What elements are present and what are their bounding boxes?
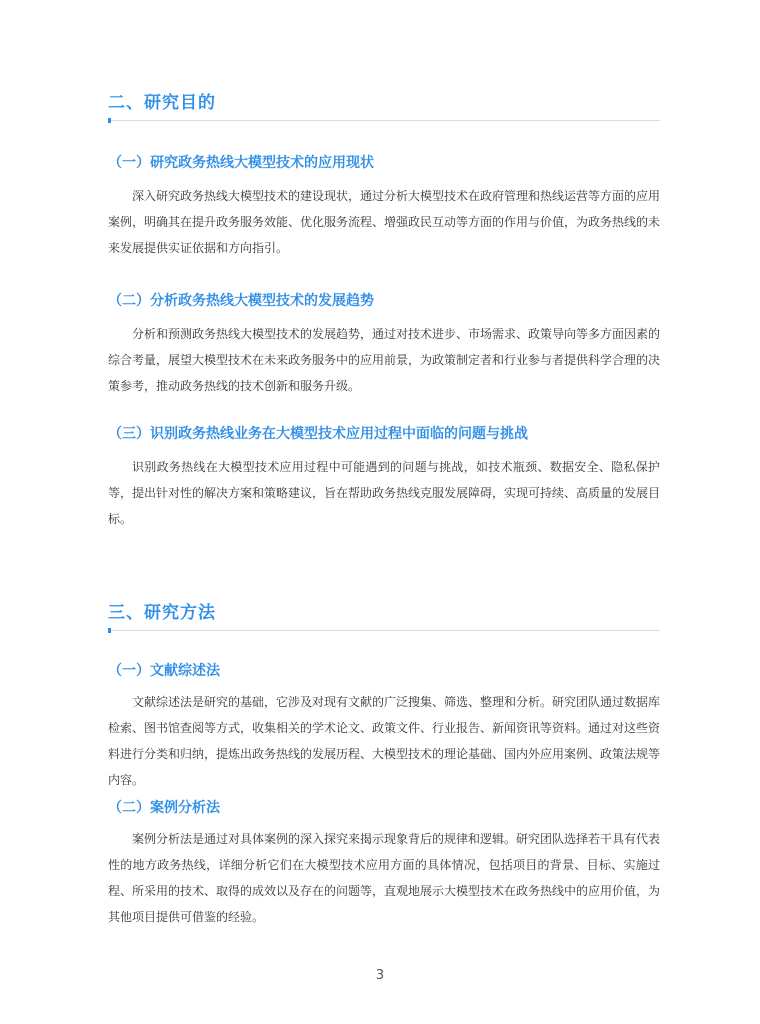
- section-title: 三、研究方法: [108, 603, 216, 623]
- subsection-case-analysis: [108, 798, 660, 930]
- subsection-title: （二）分析政务热线大模型技术的发展趋势: [108, 293, 374, 309]
- paragraph: 分析和预测政务热线大模型技术的发展趋势，通过对技术进步、市场需求、政策导向等多方面因素的综合考量，展望大模型技术在未来政务服务中的应用前景，为政策制定者和行业参与者提供科学合理的决策参考，推动政务热线的技术创新和服务升级。: [108, 327, 661, 393]
- page-number: 3: [375, 968, 385, 983]
- subsection-title: （二）案例分析法: [108, 800, 220, 816]
- divider-accent: [108, 628, 111, 633]
- subsection-problems-challenges: [108, 424, 660, 532]
- section-title: 二、研究目的: [108, 93, 216, 113]
- subsection-title: （三）识别政务热线业务在大模型技术应用过程中面临的问题与挑战: [108, 426, 528, 442]
- divider-accent: [108, 118, 111, 123]
- subsection-title: （一）研究政务热线大模型技术的应用现状: [108, 155, 374, 171]
- subsection-literature-review: [108, 661, 660, 793]
- paragraph: 识别政务热线在大模型技术应用过程中可能遇到的问题与挑战，如技术瓶颈、数据安全、隐私保护等，提出针对性的解决方案和策略建议，旨在帮助政务热线克服发展障碍，实现可持续、高质量的发展目标。: [108, 460, 661, 526]
- subsection-development-trend: [108, 291, 660, 399]
- section-heading-research-purpose: [108, 92, 660, 121]
- paragraph: 深入研究政务热线大模型技术的建设现状，通过分析大模型技术在政府管理和热线运营等方面的应用案例，明确其在提升政务服务效能、优化服务流程、增强政民互动等方面的作用与价值，为政务热线的未来发展提供实证依据和方向指引。: [108, 189, 661, 255]
- subsection-application-status: [108, 153, 660, 261]
- paragraph: 文献综述法是研究的基础，它涉及对现有文献的广泛搜集、筛选、整理和分析。研究团队通过数据库检索、图书馆查阅等方式，收集相关的学术论文、政策文件、行业报告、新闻资讯等资料。通过对这些资料进行分类和归纳，提炼出政务热线的发展历程、大模型技术的理论基础、国内外应用案例、政策法规等内容。: [108, 695, 661, 787]
- section-divider: [108, 630, 660, 631]
- section-divider: [108, 120, 660, 121]
- paragraph: 案例分析法是通过对具体案例的深入探究来揭示现象背后的规律和逻辑。研究团队选择若干具有代表性的地方政务热线，详细分析它们在大模型技术应用方面的具体情况，包括项目的背景、目标、实施过程、所采用的技术、取得的成效以及存在的问题等，直观地展示大模型技术在政务热线中的应用价值，为其他项目提供可借鉴的经验。: [108, 832, 661, 924]
- section-heading-research-methods: [108, 602, 660, 631]
- subsection-title: （一）文献综述法: [108, 663, 220, 679]
